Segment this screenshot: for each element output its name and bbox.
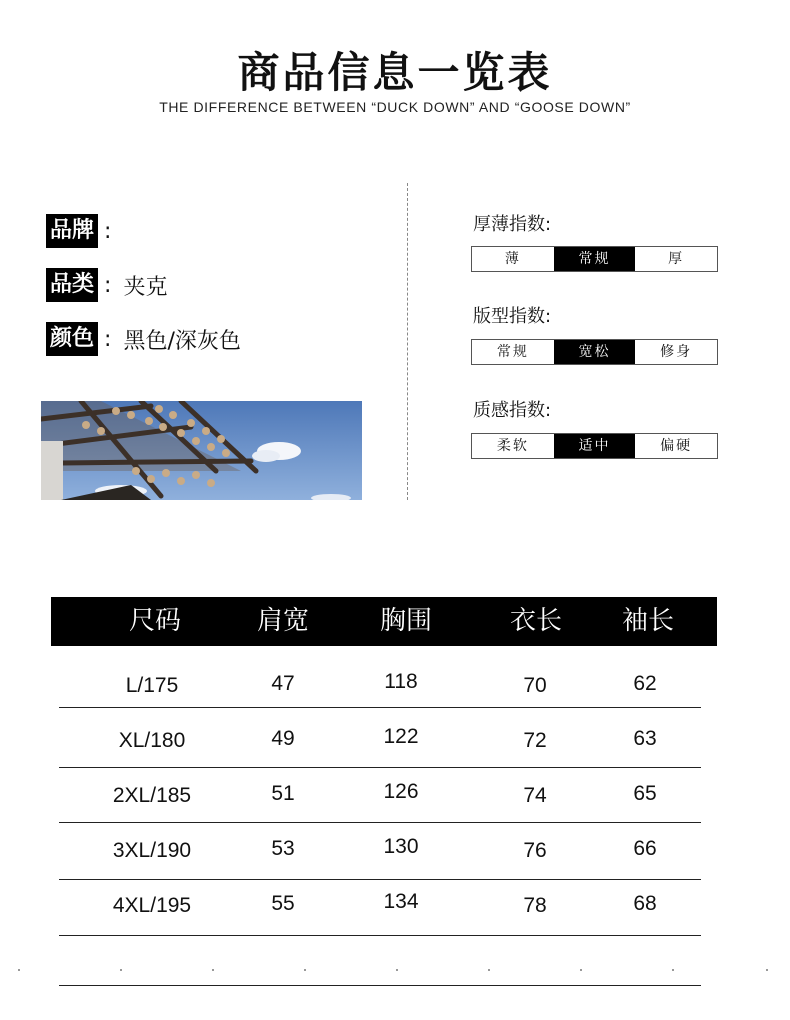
fit-option-loose: 宽松 [554, 340, 636, 364]
table-cell-sleeve: 66 [633, 837, 657, 860]
row-divider [59, 985, 701, 986]
thickness-option-regular: 常规 [554, 247, 636, 271]
column-header-shoulder: 肩宽 [256, 606, 310, 636]
decorative-dot [304, 969, 306, 971]
category-row [46, 268, 167, 302]
thickness-option-thin: 薄 [504, 251, 521, 267]
table-cell-chest: 134 [383, 890, 419, 913]
table-cell-chest: 130 [383, 835, 419, 858]
row-divider [59, 707, 701, 708]
table-cell-size: L/175 [125, 674, 179, 697]
column-header-size: 尺码 [128, 606, 182, 636]
category-value: 夹克 [123, 274, 168, 300]
decorative-dot [488, 969, 490, 971]
fit-option-regular: 常规 [496, 344, 529, 360]
page-subtitle: THE DIFFERENCE BETWEEN “DUCK DOWN” AND “GOOSE DOWN” [159, 99, 631, 115]
table-cell-sleeve: 65 [633, 782, 657, 805]
table-cell-length: 78 [523, 894, 547, 917]
table-cell-shoulder: 51 [271, 782, 295, 805]
texture-index-label: 质感指数: [473, 400, 552, 421]
brand-label: 品牌 [46, 214, 98, 248]
table-cell-shoulder: 55 [271, 892, 295, 915]
decorative-dot [18, 969, 20, 971]
texture-option-soft: 柔软 [496, 438, 529, 454]
thickness-option-thick: 厚 [668, 251, 685, 267]
column-header-chest: 胸围 [379, 606, 433, 636]
table-cell-size: 2XL/185 [112, 784, 192, 807]
table-cell-length: 76 [523, 839, 547, 862]
texture-option-stiff: 偏硬 [660, 438, 693, 454]
column-header-sleeve: 袖长 [621, 606, 675, 636]
vertical-divider [407, 183, 408, 500]
colon: : [104, 218, 112, 244]
decorative-dot [120, 969, 122, 971]
table-cell-shoulder: 53 [271, 837, 295, 860]
fit-option-slim: 修身 [660, 344, 693, 360]
fit-index-label: 版型指数: [473, 306, 552, 327]
row-divider [59, 935, 701, 936]
fit-index-bar [471, 339, 718, 365]
table-cell-shoulder: 47 [271, 672, 295, 695]
table-cell-length: 72 [523, 729, 547, 752]
texture-index-bar [471, 433, 718, 459]
color-value: 黑色/深灰色 [123, 328, 241, 354]
column-header-length: 衣长 [509, 606, 563, 636]
brand-row [46, 214, 123, 248]
product-scene-photo [41, 401, 362, 500]
table-cell-chest: 122 [383, 725, 419, 748]
table-cell-sleeve: 62 [633, 672, 657, 695]
table-cell-size: 4XL/195 [112, 894, 192, 917]
thickness-index-bar [471, 246, 718, 272]
row-divider [59, 767, 701, 768]
decorative-dot [580, 969, 582, 971]
table-cell-length: 70 [523, 674, 547, 697]
colon: : [104, 272, 112, 298]
table-cell-sleeve: 68 [633, 892, 657, 915]
table-cell-chest: 126 [383, 780, 419, 803]
decorative-dot [766, 969, 768, 971]
page-title: 商品信息一览表 [237, 48, 553, 97]
table-cell-sleeve: 63 [633, 727, 657, 750]
table-cell-chest: 118 [384, 670, 418, 693]
row-divider [59, 822, 701, 823]
decorative-dot [212, 969, 214, 971]
size-table-header [51, 597, 717, 646]
table-cell-length: 74 [523, 784, 547, 807]
colon: : [104, 326, 112, 352]
table-cell-shoulder: 49 [271, 727, 295, 750]
thickness-index-label: 厚薄指数: [473, 214, 552, 235]
table-cell-size: 3XL/190 [112, 839, 192, 862]
color-row [46, 322, 241, 356]
row-divider [59, 879, 701, 880]
category-label: 品类 [46, 268, 98, 302]
decorative-dot [672, 969, 674, 971]
table-cell-size: XL/180 [118, 729, 186, 752]
decorative-dot [396, 969, 398, 971]
texture-option-medium: 适中 [554, 434, 636, 458]
color-label: 颜色 [46, 322, 98, 356]
